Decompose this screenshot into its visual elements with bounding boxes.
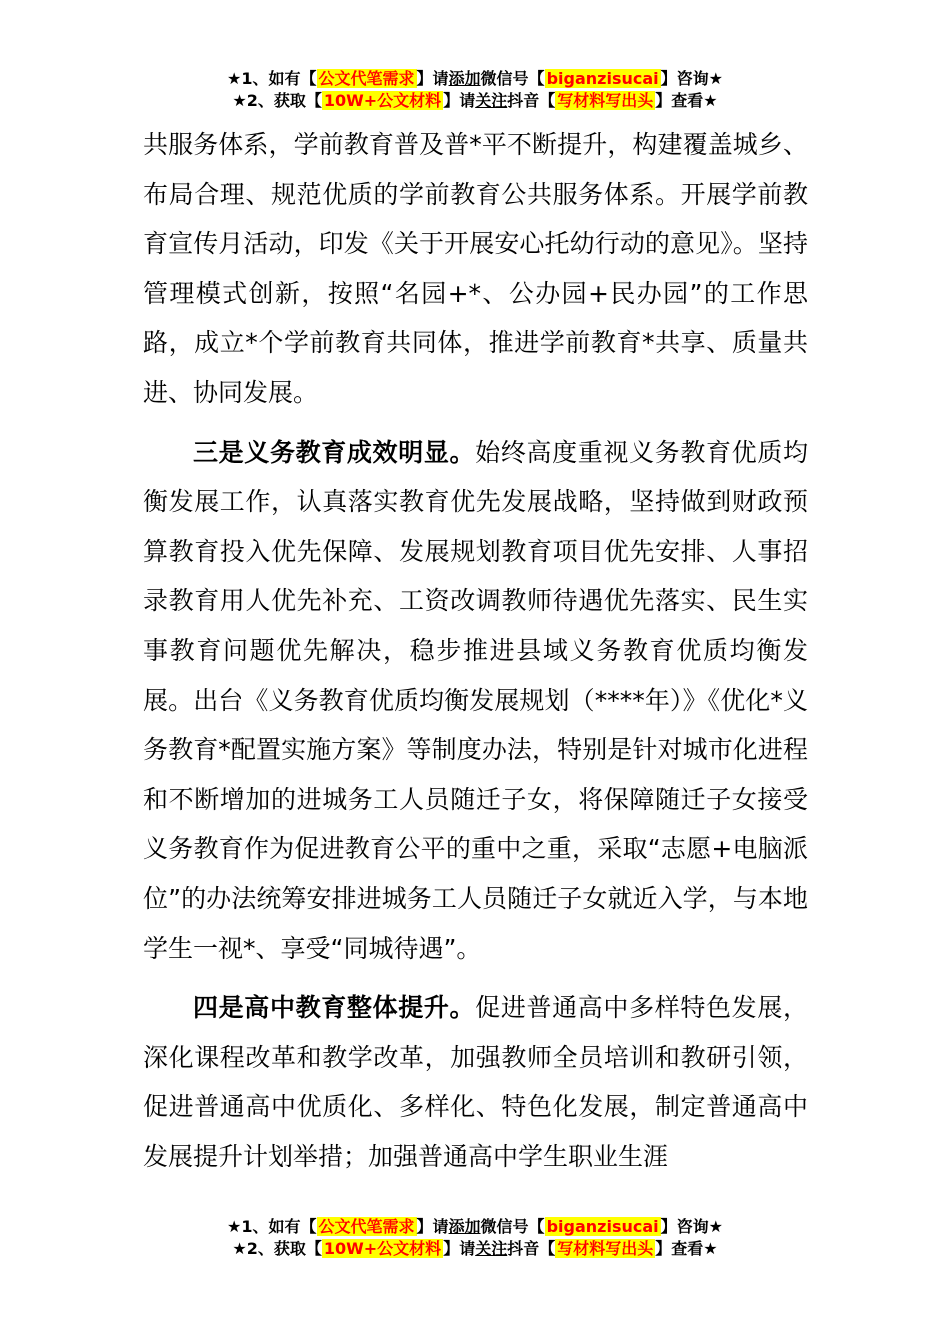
banner-line-1: ★1、如有【 公文代笔需求 】请添加微信号【 biganzisucai 】咨询★: [227, 69, 723, 88]
banner-douyin-id: 写材料写出头: [557, 1239, 654, 1258]
banner-highlight: 公文代笔需求: [318, 69, 415, 88]
banner-highlight: 公文代笔需求: [318, 1217, 415, 1236]
banner-line-2: ★2、获取【 10W+公文材料 】请关注抖音【 写材料写出头 】查看★: [232, 1239, 718, 1258]
banner-wechat-id: biganzisucai: [546, 1217, 659, 1236]
header-banner: [0, 68, 950, 112]
banner-highlight: 10W+公文材料: [323, 1239, 442, 1258]
footer-banner: [0, 1216, 950, 1260]
banner-highlight: 10W+公文材料: [323, 91, 442, 110]
paragraph-heading: 三是义务教育成效明显。: [193, 437, 476, 467]
banner-wechat-id: biganzisucai: [546, 69, 659, 88]
paragraph-high-school: 四是高中教育整体提升。促进普通高中多样特色发展，深化课程改革和教学改革，加强教师全员培训和教研引领，促进普通高中优质化、多样化、特色化发展，制定普通高中发展提升计划举措；加强普通高中学生职业生涯: [143, 993, 808, 1171]
paragraph-preschool: 共服务体系，学前教育普及普*平不断提升，构建覆盖城乡、布局合理、规范优质的学前教育公共服务体系。开展学前教育宣传月活动，印发《关于开展安心托幼行动的意见》。坚持管理模式创新，按照“名园+*、公办园+民办园”的工作思路，成立*个学前教育共同体，推进学前教育*共享、质量共进、协同发展。: [143, 130, 808, 407]
paragraph-heading: 四是高中教育整体提升。: [193, 993, 476, 1023]
banner-douyin-id: 写材料写出头: [557, 91, 654, 110]
banner-line-2: ★2、获取【 10W+公文材料 】请关注抖音【 写材料写出头 】查看★: [232, 91, 718, 110]
document-body: [143, 120, 808, 1181]
paragraph-compulsory-education: 三是义务教育成效明显。始终高度重视义务教育优质均衡发展工作，认真落实教育优先发展战略，坚持做到财政预算教育投入优先保障、发展规划教育项目优先安排、人事招录教育用人优先补充、工资改调教师待遇优先落实、民生实事教育问题优先解决，稳步推进县域义务教育优质均衡发展。出台《义务教育优质均衡发展规划（****年）》《优化*义务教育*配置实施方案》等制度办法，特别是针对城市化进程和不断增加的进城务工人员随迁子女，将保障随迁子女接受义务教育作为促进教育公平的重中之重，采取“志愿+电脑派位”的办法统筹安排进城务工人员随迁子女就近入学，与本地学生一视*、享受“同城待遇”。: [143, 437, 808, 963]
banner-line-1: ★1、如有【 公文代笔需求 】请添加微信号【 biganzisucai 】咨询★: [227, 1217, 723, 1236]
